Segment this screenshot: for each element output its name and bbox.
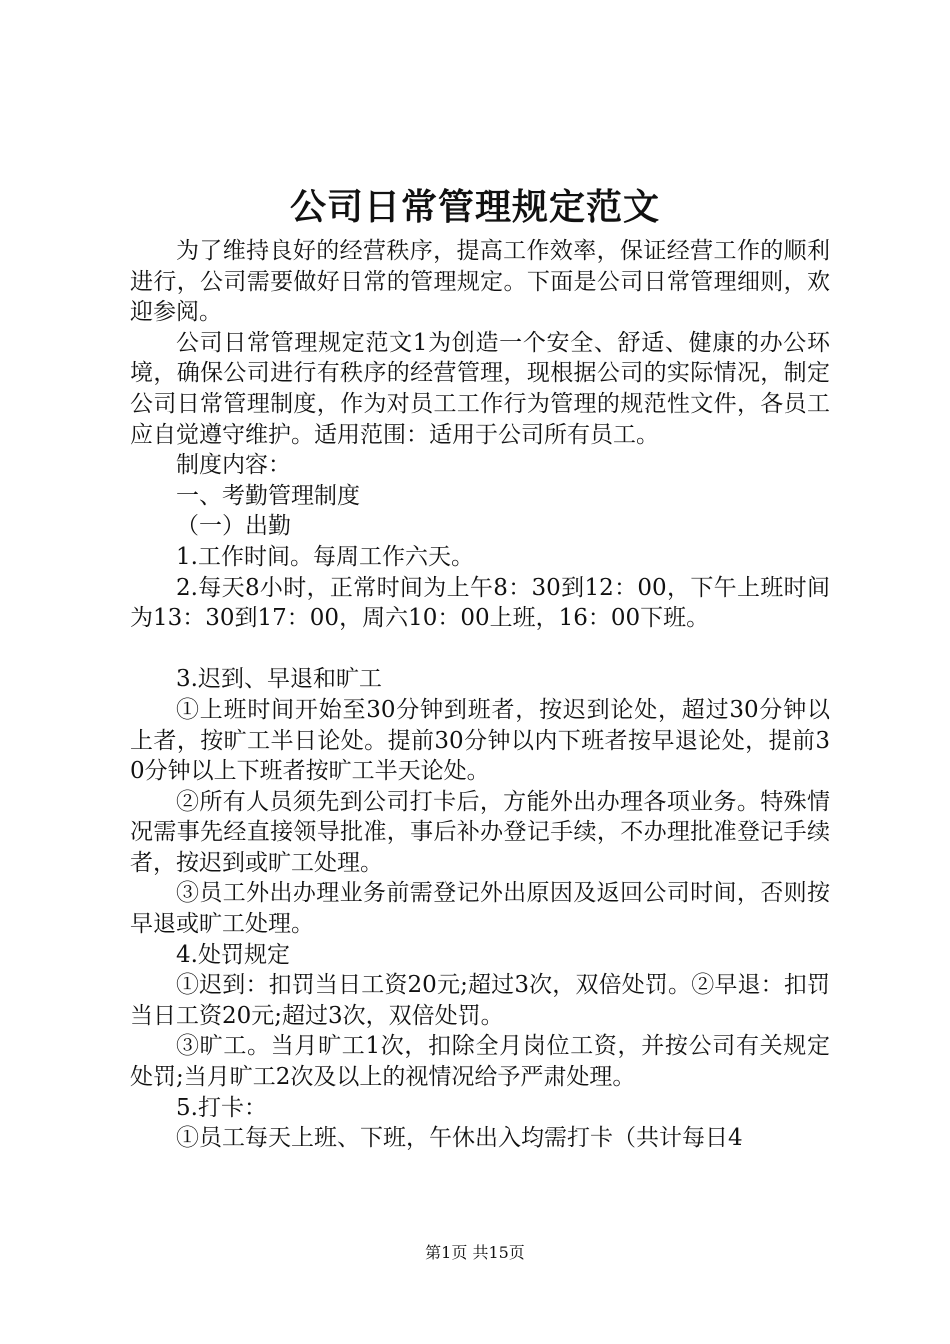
blank-line	[130, 634, 830, 665]
paragraph-late-heading: 3.迟到、早退和旷工	[176, 666, 382, 693]
paragraph-scope: 公司日常管理规定范文1为创造一个安全、舒适、健康的办公环境，确保公司进行有秩序的经营管理，现根据公司的实际情况，制定公司日常管理制度，作为对员工工作行为管理的规范性文件，各员工应自觉遵守维护。适用范围：适用于公司所有员工。	[130, 329, 830, 448]
paragraph-late-rule-3: ③员工外出办理业务前需登记外出原因及返回公司时间，否则按早退或旷工处理。	[130, 880, 830, 938]
subsection-heading-attendance: （一）出勤	[176, 513, 291, 540]
paragraph-late-rule-2: ②所有人员须先到公司打卡后，方能外出办理各项业务。特殊情况需事先经直接领导批准，事后补办登记手续，不办理批准登记手续者，按迟到或旷工处理。	[130, 788, 830, 876]
paragraph-work-time: 1.工作时间。每周工作六天。	[176, 543, 474, 570]
paragraph-clock-heading: 5.打卡：	[176, 1094, 267, 1121]
section-heading-attendance: 一、考勤管理制度	[176, 482, 360, 509]
page-footer: 第1页 共15页	[425, 1243, 525, 1262]
paragraph-penalty-1: ①迟到：扣罚当日工资20元;超过3次，双倍处罚。②早退：扣罚当日工资20元;超过3次，双倍处罚。	[130, 972, 830, 1029]
paragraph-penalty-heading: 4.处罚规定	[176, 941, 290, 968]
paragraph-penalty-2: ③旷工。当月旷工1次，扣除全月岗位工资，并按公司有关规定处罚;当月旷工2次及以上的视情况给予严肃处理。	[130, 1033, 830, 1091]
document-title: 公司日常管理规定范文	[289, 187, 660, 228]
paragraph-clock-rule-1: ①员工每天上班、下班，午休出入均需打卡（共计每日4	[176, 1125, 743, 1152]
paragraph-content-heading: 制度内容：	[176, 452, 291, 479]
paragraph-late-rule-1: ①上班时间开始至30分钟到班者，按迟到论处，超过30分钟以上者，按旷工半日论处。提前30分钟以内下班者按早退论处，提前30分钟以上下班者按旷工半天论处。	[130, 696, 830, 785]
document-body	[130, 236, 830, 1154]
paragraph-hours: 2.每天8小时，正常时间为上午8：30到12：00，下午上班时间为13：30到17：00，周六10：00上班，16：00下班。	[130, 574, 830, 632]
paragraph-intro: 为了维持良好的经营秩序，提高工作效率，保证经营工作的顺利进行，公司需要做好日常的管理规定。下面是公司日常管理细则，欢迎参阅。	[130, 238, 830, 326]
